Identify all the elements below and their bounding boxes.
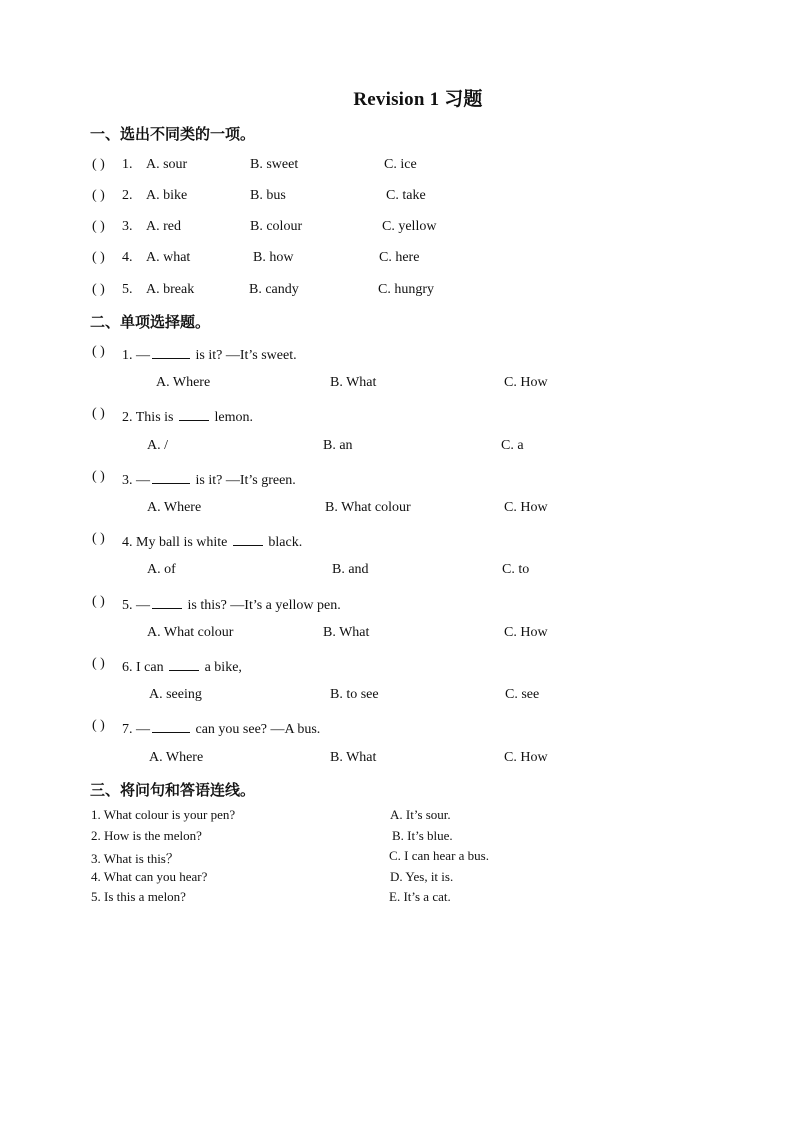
option-c: C. yellow xyxy=(382,219,437,234)
stem-start: 1. — xyxy=(122,348,150,363)
option-c: C. How xyxy=(504,750,548,765)
answer-paren[interactable]: ( ) xyxy=(92,531,105,546)
match-answer-c: C. I can hear a bus. xyxy=(389,848,489,863)
match-answer-d: D. Yes, it is. xyxy=(390,869,454,884)
option-c: C. a xyxy=(501,438,524,453)
option-b: B. candy xyxy=(249,282,299,297)
option-c: C. take xyxy=(386,188,426,203)
question-number: 3. xyxy=(122,219,133,234)
option-c: C. to xyxy=(502,562,530,577)
question-number: 2. xyxy=(122,188,133,203)
match-question-2: 2. How is the melon? xyxy=(91,828,202,843)
option-b: B. an xyxy=(323,438,353,453)
option-a: A. seeing xyxy=(149,687,202,702)
answer-paren[interactable]: ( ) xyxy=(92,282,105,297)
stem-start: 2. This is xyxy=(122,410,177,425)
answer-paren[interactable]: ( ) xyxy=(92,406,105,421)
option-b: B. sweet xyxy=(250,157,299,172)
match-question-4: 4. What can you hear? xyxy=(91,869,208,884)
option-c: C. hungry xyxy=(378,282,434,297)
option-b: B. colour xyxy=(250,219,303,234)
answer-paren[interactable]: ( ) xyxy=(92,219,105,234)
question-stem xyxy=(122,718,320,738)
fill-blank[interactable] xyxy=(152,718,190,733)
option-a: A. what xyxy=(146,250,191,265)
fill-blank[interactable] xyxy=(152,594,182,609)
answer-paren[interactable]: ( ) xyxy=(92,344,105,359)
option-b: B. What xyxy=(323,625,370,640)
stem-start: 4. My ball is white xyxy=(122,535,231,550)
option-a: A. sour xyxy=(146,157,188,172)
stem-end: lemon. xyxy=(210,410,253,425)
option-a: A. Where xyxy=(156,375,211,390)
fill-blank[interactable] xyxy=(152,344,190,359)
match-answer-e: E. It’s a cat. xyxy=(389,889,451,904)
question-stem xyxy=(122,344,297,364)
fill-blank[interactable] xyxy=(233,531,263,546)
answer-paren[interactable]: ( ) xyxy=(92,594,105,609)
question-number: 4. xyxy=(122,250,133,265)
fill-blank[interactable] xyxy=(169,656,199,671)
option-b: B. What colour xyxy=(325,500,411,515)
stem-start: 6. I can xyxy=(122,660,168,675)
option-a: A. red xyxy=(146,219,181,234)
option-a: A. of xyxy=(147,562,176,577)
stem-end: can you see? —A bus. xyxy=(192,722,321,737)
question-stem xyxy=(122,469,296,489)
option-a: A. Where xyxy=(147,500,202,515)
option-a: A. break xyxy=(146,282,195,297)
question-stem xyxy=(122,531,302,551)
option-b: B. to see xyxy=(330,687,379,702)
fill-blank[interactable] xyxy=(179,406,209,421)
match-answer-b: B. It’s blue. xyxy=(392,828,453,843)
stem-end: is this? —It’s a yellow pen. xyxy=(184,598,341,613)
answer-paren[interactable]: ( ) xyxy=(92,718,105,733)
stem-end: black. xyxy=(264,535,303,550)
section-3-heading: 三、将问句和答语连线。 xyxy=(90,783,256,799)
section-2-heading: 二、单项选择题。 xyxy=(90,315,211,331)
option-a: A. Where xyxy=(149,750,204,765)
option-b: B. What xyxy=(330,750,377,765)
answer-paren[interactable]: ( ) xyxy=(92,250,105,265)
question-stem xyxy=(122,594,341,614)
answer-paren[interactable]: ( ) xyxy=(92,188,105,203)
stem-end: a bike, xyxy=(201,660,242,675)
option-a: A. / xyxy=(147,438,168,453)
match-question-5: 5. Is this a melon? xyxy=(91,889,186,904)
option-c: C. here xyxy=(379,250,420,265)
option-b: B. What xyxy=(330,375,377,390)
match-answer-a: A. It’s sour. xyxy=(390,807,451,822)
option-c: C. ice xyxy=(384,157,417,172)
question-number: 1. xyxy=(122,157,133,172)
stem-start: 3. — xyxy=(122,473,150,488)
option-c: C. How xyxy=(504,625,548,640)
section-1-heading: 一、选出不同类的一项。 xyxy=(90,127,256,143)
stem-end: is it? —It’s sweet. xyxy=(192,348,297,363)
match-question-1: 1. What colour is your pen? xyxy=(91,807,236,822)
option-a: A. bike xyxy=(146,188,188,203)
option-a: A. What colour xyxy=(147,625,234,640)
answer-paren[interactable]: ( ) xyxy=(92,157,105,172)
option-c: C. How xyxy=(504,375,548,390)
answer-paren[interactable]: ( ) xyxy=(92,469,105,484)
question-stem xyxy=(122,406,253,426)
page-title: Revision 1 习题 xyxy=(353,89,483,110)
question-stem xyxy=(122,656,242,676)
question-number: 5. xyxy=(122,282,133,297)
stem-end: is it? —It’s green. xyxy=(192,473,296,488)
stem-start: 5. — xyxy=(122,598,150,613)
answer-paren[interactable]: ( ) xyxy=(92,656,105,671)
option-c: C. How xyxy=(504,500,548,515)
option-b: B. bus xyxy=(250,188,286,203)
fill-blank[interactable] xyxy=(152,469,190,484)
match-question-3: 3. What is this？ xyxy=(91,851,179,866)
option-b: B. and xyxy=(332,562,369,577)
option-c: C. see xyxy=(505,687,540,702)
stem-start: 7. — xyxy=(122,722,150,737)
option-b: B. how xyxy=(253,250,294,265)
